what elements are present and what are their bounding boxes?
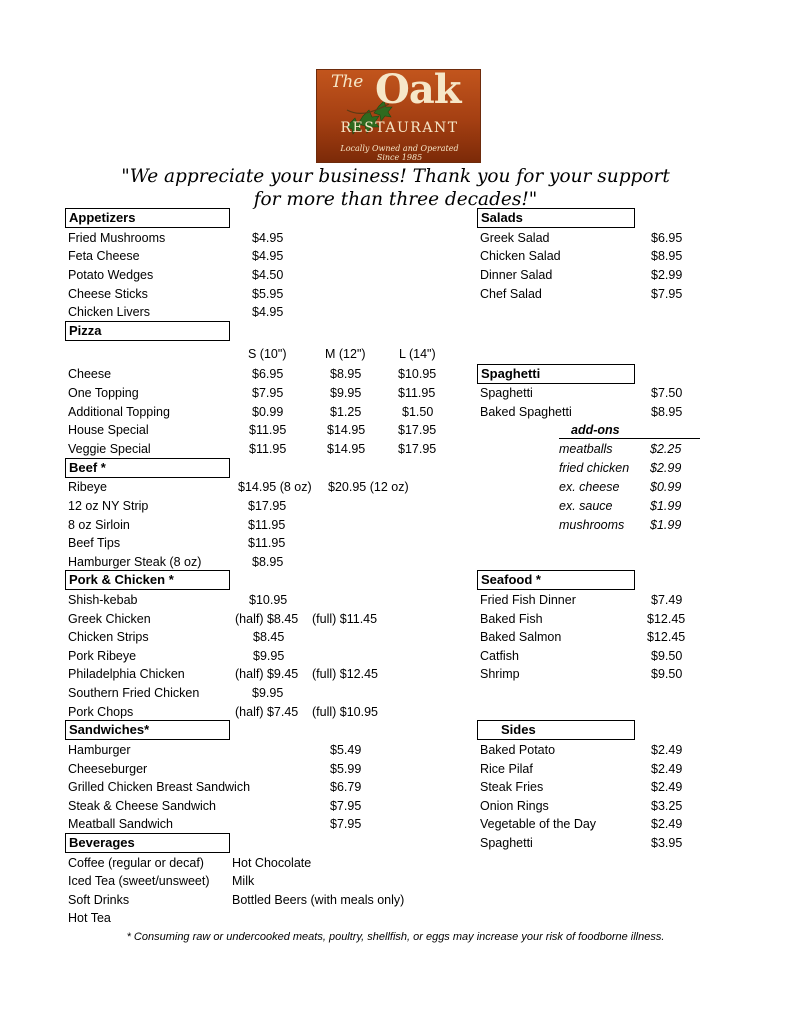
addon-name: meatballs [559,442,613,456]
beverage-item: Hot Tea [68,911,111,925]
menu-item-name: Fried Mushrooms [68,231,166,245]
menu-item-name: Cheese [68,367,112,381]
menu-item-price: $17.95 [248,499,287,513]
beverage-item: Iced Tea (sweet/unsweet) [68,874,210,888]
menu-item-price: $7.95 [330,817,362,831]
allergy-footnote: * Consuming raw or undercooked meats, poultry, shellfish, or eggs may increase your risk of foodborne illness. [126,931,665,943]
beverage-item: Coffee (regular or decaf) [68,856,204,870]
addon-price: $2.99 [650,461,682,475]
menu-item-name: Steak Fries [480,780,544,794]
menu-item-name: Rice Pilaf [480,762,533,776]
addon-name: ex. sauce [559,499,613,513]
menu-item-price: $12.45 [647,612,686,626]
menu-item-price: $9.50 [651,649,683,663]
menu-item-price: (half) $9.45 [235,667,299,681]
menu-item-name: Hamburger [68,743,131,757]
menu-item-name: Shrimp [480,667,520,681]
beverage-item: Soft Drinks [68,893,130,907]
menu-item-name: Onion Rings [480,799,549,813]
menu-item-price: $6.95 [651,231,683,245]
menu-item-price: $8.95 [252,555,284,569]
menu-item-name: Baked Salmon [480,630,562,644]
menu-item-name: Steak & Cheese Sandwich [68,799,217,813]
salads-header: Salads [477,208,635,228]
menu-item-price: $8.95 [330,367,362,381]
menu-item-name: Greek Salad [480,231,550,245]
menu-item-price: $4.95 [252,305,284,319]
menu-item-name: Chef Salad [480,287,542,301]
menu-item-price: $6.79 [330,780,362,794]
sides-header: Sides [477,720,635,740]
addons-underline [559,438,700,439]
addon-name: ex. cheese [559,480,620,494]
menu-item-price: $2.99 [651,268,683,282]
menu-item-name: 8 oz Sirloin [68,518,130,532]
menu-item-name: Philadelphia Chicken [68,667,185,681]
menu-item-price: $17.95 [398,442,437,456]
menu-item-name: Ribeye [68,480,107,494]
menu-item-price: $0.99 [252,405,284,419]
menu-item-price: $7.49 [651,593,683,607]
menu-item-price: $5.49 [330,743,362,757]
menu-item-price: $11.95 [248,518,286,532]
menu-item-price: $1.25 [330,405,362,419]
logo-name: Oak [375,69,461,113]
beef-header: Beef * [65,458,230,478]
menu-item-name: Baked Fish [480,612,543,626]
menu-item-name: Baked Potato [480,743,556,757]
menu-item-price: $17.95 [398,423,437,437]
menu-item-price: $6.95 [252,367,284,381]
menu-item-price: $7.95 [252,386,284,400]
appetizers-header: Appetizers [65,208,230,228]
menu-item-name: Pork Ribeye [68,649,137,663]
menu-item-price: $9.95 [253,649,285,663]
menu-item-name: Spaghetti [480,386,533,400]
menu-item-price: $2.49 [651,780,683,794]
menu-item-price: (full) $12.45 [312,667,379,681]
beverage-item: Bottled Beers (with meals only) [232,893,405,907]
menu-item-price: $4.95 [252,231,284,245]
addon-name: fried chicken [559,461,630,475]
addon-price: $0.99 [650,480,682,494]
beverage-item: Milk [232,874,255,888]
menu-item-name: Spaghetti [480,836,533,850]
menu-item-price: $2.49 [651,817,683,831]
menu-item-price: $8.45 [253,630,285,644]
menu-item-name: Feta Cheese [68,249,140,263]
restaurant-logo [316,69,481,163]
menu-item-price: $11.95 [248,536,286,550]
menu-item-price: (half) $7.45 [235,705,299,719]
menu-item-name: House Special [68,423,149,437]
pizza-header: Pizza [65,321,230,341]
menu-item-name: Additional Topping [68,405,170,419]
menu-item-name: Catfish [480,649,519,663]
menu-item-price: $11.95 [249,423,287,437]
menu-item-price: $2.49 [651,743,683,757]
logo-the: The [331,72,364,92]
menu-item-price: $4.50 [252,268,284,282]
menu-item-name: Vegetable of the Day [480,817,597,831]
menu-item-price: $8.95 [651,405,683,419]
menu-item-name: Fried Fish Dinner [480,593,576,607]
menu-item-price: (full) $11.45 [312,612,378,626]
pizza-size-medium: M (12") [325,347,366,361]
menu-item-name: Greek Chicken [68,612,151,626]
logo-restaurant: RESTAURANT [340,120,459,136]
menu-item-price: $9.95 [330,386,362,400]
menu-item-price: $9.95 [252,686,284,700]
menu-item-name: Pork Chops [68,705,134,719]
menu-item-price: $9.50 [651,667,683,681]
menu-item-name: Veggie Special [68,442,151,456]
menu-item-price: $11.95 [398,386,436,400]
menu-item-name: Cheeseburger [68,762,148,776]
beverages-header: Beverages [65,833,230,853]
menu-item-price: $3.25 [651,799,683,813]
menu-item-price: $5.95 [252,287,284,301]
pizza-size-large: L (14") [399,347,436,361]
logo-tagline: Locally Owned and Operated [340,144,459,153]
menu-item-price: $14.95 [327,423,366,437]
menu-item-price: $14.95 (8 oz) [238,480,312,494]
menu-item-price: $12.45 [647,630,686,644]
menu-item-price: $11.95 [249,442,287,456]
menu-item-price: $7.95 [330,799,362,813]
menu-item-name: Chicken Salad [480,249,561,263]
menu-item-name: Hamburger Steak (8 oz) [68,555,202,569]
menu-item-price: $14.95 [327,442,366,456]
beverage-item: Hot Chocolate [232,856,312,870]
addon-name: mushrooms [559,518,625,532]
menu-item-name: Chicken Livers [68,305,150,319]
menu-item-name: Beef Tips [68,536,121,550]
menu-item-name: Cheese Sticks [68,287,148,301]
spaghetti-header: Spaghetti [477,364,635,384]
menu-item-price: (half) $8.45 [235,612,299,626]
menu-item-price: $3.95 [651,836,683,850]
menu-item-price: $4.95 [252,249,284,263]
sandwiches-header: Sandwiches* [65,720,230,740]
quote-line-1: "We appreciate your business! Thank you for your support [121,166,670,187]
menu-item-name: Southern Fried Chicken [68,686,200,700]
menu-item-price: $2.49 [651,762,683,776]
menu-item-price: $10.95 [398,367,437,381]
seafood-header: Seafood * [477,570,635,590]
menu-item-name: 12 oz NY Strip [68,499,149,513]
menu-item-price: $7.50 [651,386,683,400]
addon-price: $2.25 [650,442,682,456]
menu-item-name: Grilled Chicken Breast Sandwich [68,780,251,794]
menu-item-price: $1.50 [402,405,434,419]
addons-title: add-ons [571,423,620,437]
menu-item-name: Dinner Salad [480,268,553,282]
menu-item-name: Meatball Sandwich [68,817,173,831]
pork-chicken-header: Pork & Chicken * [65,570,230,590]
menu-item-price: (full) $10.95 [312,705,379,719]
addon-price: $1.99 [650,518,682,532]
menu-item-price: $7.95 [651,287,683,301]
menu-item-price: $20.95 (12 oz) [328,480,409,494]
menu-item-price: $8.95 [651,249,683,263]
quote-line-2: for more than three decades!" [253,189,538,210]
pizza-size-small: S (10") [248,347,287,361]
menu-item-name: Chicken Strips [68,630,149,644]
menu-item-name: Shish-kebab [68,593,138,607]
addon-price: $1.99 [650,499,682,513]
logo-since: Since 1985 [376,153,423,162]
menu-item-name: Potato Wedges [68,268,154,282]
menu-item-name: One Topping [68,386,139,400]
menu-item-price: $10.95 [249,593,288,607]
menu-item-name: Baked Spaghetti [480,405,572,419]
menu-item-price: $5.99 [330,762,362,776]
